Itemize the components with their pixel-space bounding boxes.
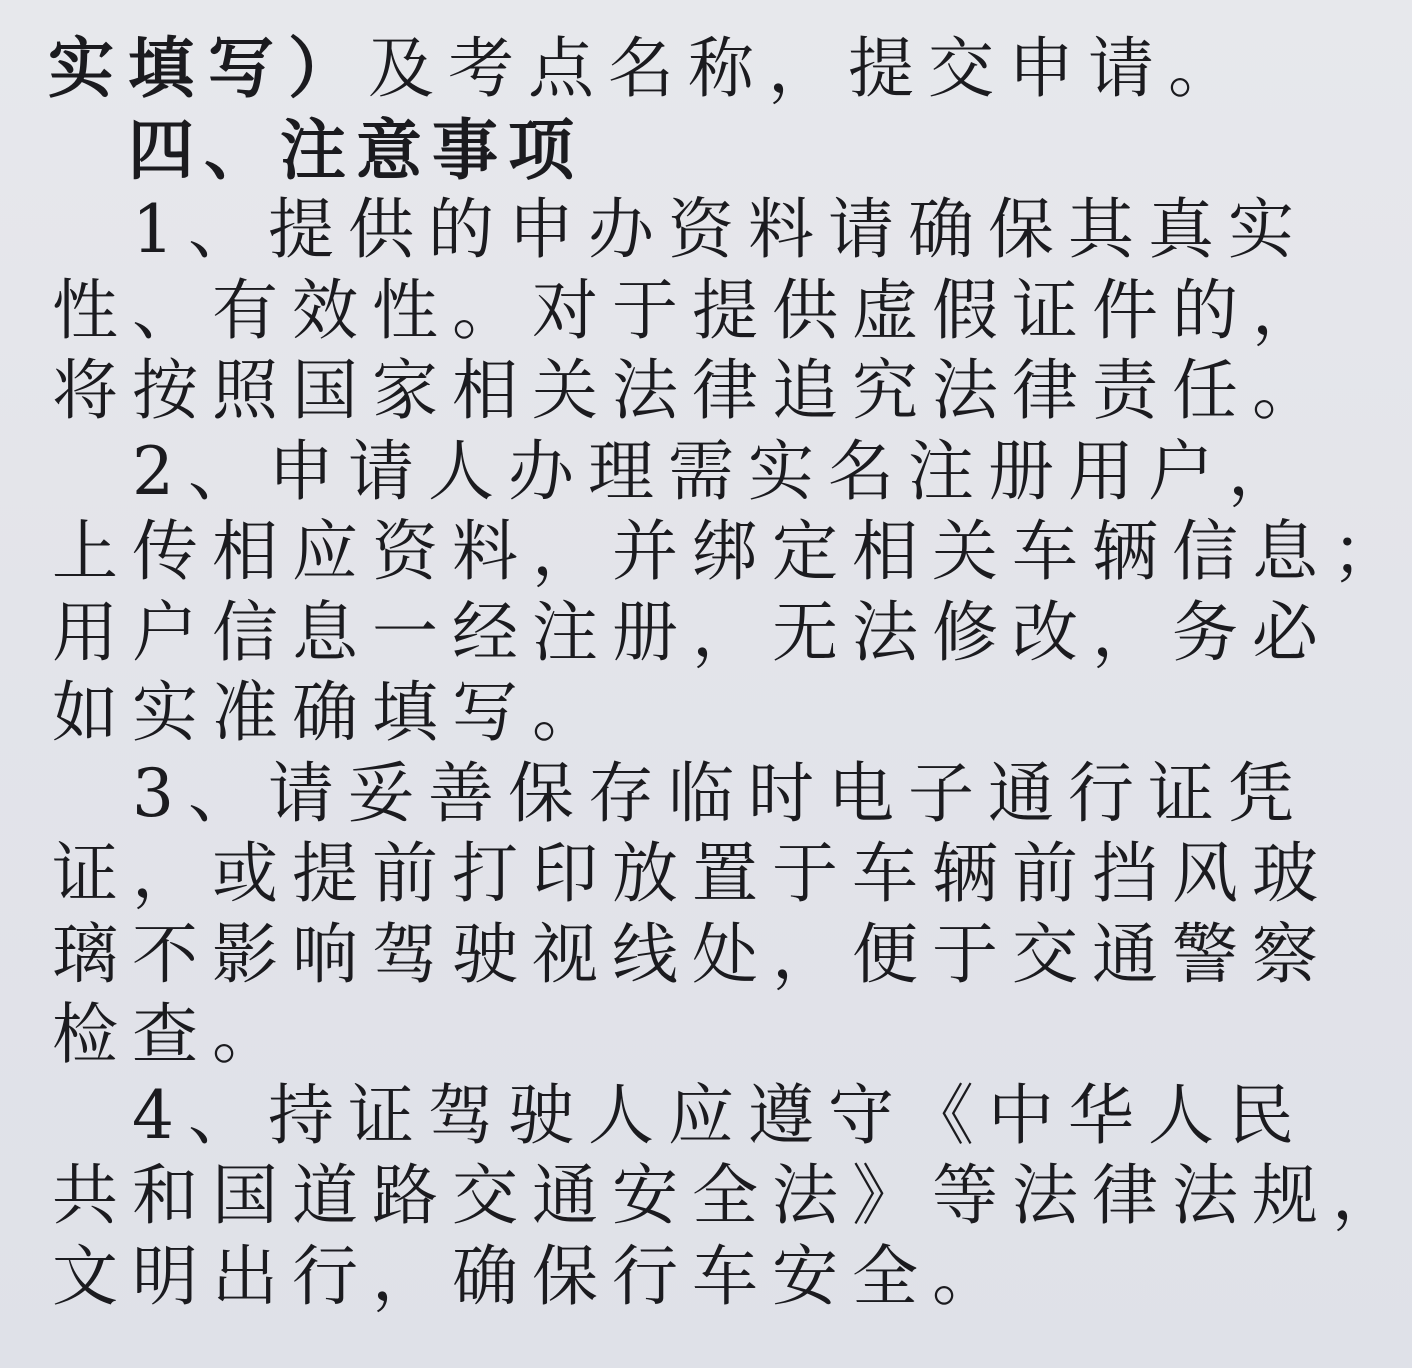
notice-item-3 — [48, 754, 1332, 1076]
notice-item-2 — [48, 432, 1412, 754]
item-2-line-3: 用户信息一经注册，无法修改，务必 — [52, 593, 1332, 671]
notice-item-1 — [48, 190, 1332, 432]
item-3-line-1: 3、请妥善保存临时电子通行证凭 — [132, 754, 1308, 832]
item-4-line-3: 文明出行，确保行车安全。 — [52, 1237, 1012, 1315]
item-2-line-2: 上传相应资料，并绑定相关车辆信息； — [52, 513, 1412, 590]
item-2-line-1: 2、申请人办理需实名注册用户， — [132, 432, 1308, 510]
item-3-line-2: 证，或提前打印放置于车辆前挡风玻 — [52, 835, 1332, 912]
item-1-line-1: 1、提供的申办资料请确保其真实 — [132, 191, 1308, 268]
item-1-line-2: 性、有效性。对于提供虚假证件的， — [52, 271, 1332, 349]
item-3-line-4: 检查。 — [52, 996, 292, 1073]
item-3-line-3: 璃不影响驾驶视线处，便于交通警察 — [52, 915, 1332, 993]
notice-item-4 — [48, 1076, 1412, 1318]
item-4-line-1: 4、持证驾驶人应遵守《中华人民 — [132, 1076, 1308, 1154]
item-1-line-3: 将按照国家相关法律追究法律责任。 — [52, 352, 1332, 429]
intro-text: 及考点名称，提交申请。 — [368, 30, 1248, 107]
item-2-line-4: 如实准确填写。 — [52, 674, 612, 751]
section-title: 四、注意事项 — [128, 110, 584, 189]
intro-bold-text: 实填写） — [48, 29, 368, 107]
item-4-line-2: 共和国道路交通安全法》等法律法规， — [52, 1157, 1412, 1234]
intro-line — [48, 28, 1248, 110]
